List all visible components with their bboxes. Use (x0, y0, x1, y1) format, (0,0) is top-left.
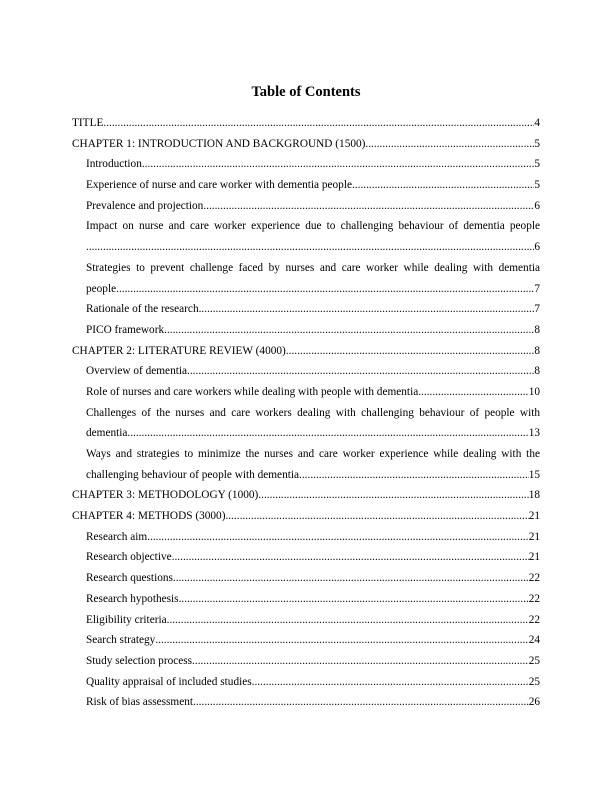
toc-page-number: 10 (528, 385, 540, 398)
toc-entry-label: TITLE (72, 117, 104, 129)
toc-leader-dots (199, 299, 535, 320)
toc-section-entry[interactable] (72, 154, 540, 175)
toc-leader-dots (86, 237, 534, 258)
toc-entry-label-line: Ways and strategies to minimize the nurses and care worker experience while dealing with the (86, 448, 540, 460)
toc-page-number: 22 (528, 592, 540, 605)
toc-leader-dots (252, 672, 529, 693)
toc-section-entry[interactable] (72, 299, 540, 320)
toc-section-entry[interactable] (72, 527, 540, 548)
toc-leader-dots (147, 527, 529, 548)
toc-entry-label: Rationale of the research (86, 303, 199, 316)
toc-list (72, 113, 540, 713)
toc-section-entry[interactable] (72, 216, 540, 257)
toc-page-number: 6 (534, 241, 540, 254)
toc-page-number: 25 (528, 675, 540, 688)
toc-section-entry[interactable] (72, 258, 540, 299)
toc-entry-label: CHAPTER 4: METHODS (3000) (72, 510, 226, 523)
toc-entry-label: Research aim (86, 530, 148, 543)
toc-entry-label: Prevalence and projection (86, 199, 204, 212)
toc-page-number: 13 (528, 427, 540, 440)
toc-section-entry[interactable] (72, 568, 540, 589)
toc-entry-label: Eligibility criteria (86, 613, 167, 626)
toc-entry-label: Search strategy (86, 634, 156, 647)
toc-page-number: 21 (528, 551, 540, 564)
toc-entry-label-line: Impact on nurse and care worker experience due to challenging behaviour of dementia people (86, 220, 540, 233)
toc-page-number: 6 (534, 199, 540, 212)
toc-leader-dots (155, 630, 528, 651)
toc-entry-label: challenging behaviour of people with dementia (86, 468, 300, 481)
toc-leader-dots (286, 341, 535, 362)
toc-leader-dots (172, 547, 529, 568)
toc-entry-label: Research hypothesis (86, 592, 179, 605)
toc-page-number: 15 (528, 468, 540, 481)
toc-page-number: 8 (534, 365, 540, 378)
toc-leader-dots (103, 113, 534, 134)
toc-section-entry[interactable] (72, 444, 540, 485)
toc-chapter-entry[interactable] (72, 341, 540, 362)
toc-entry-label: Experience of nurse and care worker with dementia people (86, 179, 352, 192)
toc-entry-label-line: Challenges of the nurses and care workers dealing with challenging behaviour of people with (86, 406, 540, 419)
toc-page-number: 26 (528, 696, 540, 709)
toc-page-number: 8 (534, 344, 540, 357)
toc-entry-label: Risk of bias assessment (86, 696, 194, 709)
toc-chapter-entry[interactable] (72, 506, 540, 527)
toc-page-number: 24 (528, 634, 540, 647)
toc-entry-label: people (86, 282, 117, 295)
toc-leader-dots (299, 465, 529, 486)
toc-section-entry[interactable] (72, 672, 540, 693)
toc-leader-dots (173, 568, 529, 589)
toc-leader-dots (418, 382, 528, 403)
toc-entry-label: Study selection process (86, 654, 193, 667)
toc-leader-dots (352, 175, 534, 196)
toc-page-number: 7 (534, 303, 540, 316)
toc-page-number: 22 (528, 613, 540, 626)
toc-chapter-entry[interactable] (72, 134, 540, 155)
toc-page-number: 22 (528, 572, 540, 585)
toc-section-entry[interactable] (72, 589, 540, 610)
toc-section-entry[interactable] (72, 175, 540, 196)
toc-section-entry[interactable] (72, 320, 540, 341)
toc-leader-dots (225, 506, 528, 527)
toc-entry-label: CHAPTER 1: INTRODUCTION AND BACKGROUND (1500) (72, 137, 366, 150)
toc-leader-dots (193, 692, 529, 713)
toc-leader-dots (164, 320, 534, 341)
toc-entry-label: Introduction (86, 158, 142, 171)
toc-leader-dots (365, 134, 534, 155)
toc-entry-label: PICO framework (86, 323, 165, 336)
toc-section-entry[interactable] (72, 403, 540, 444)
toc-section-entry[interactable] (72, 547, 540, 568)
toc-page-number: 4 (534, 117, 540, 129)
toc-section-entry[interactable] (72, 361, 540, 382)
toc-section-entry[interactable] (72, 692, 540, 713)
toc-section-entry[interactable] (72, 651, 540, 672)
toc-chapter-entry[interactable] (72, 113, 540, 134)
toc-leader-dots (203, 196, 534, 217)
toc-leader-dots (142, 154, 534, 175)
toc-leader-dots (167, 610, 529, 631)
toc-page-number: 18 (528, 489, 540, 502)
toc-entry-label: Research questions (86, 572, 173, 585)
toc-leader-dots (179, 589, 529, 610)
toc-page-number: 5 (534, 179, 540, 192)
toc-page-number: 21 (528, 510, 540, 523)
toc-page-number: 5 (534, 158, 540, 171)
toc-entry-label: Role of nurses and care workers while dealing with people with dementia (86, 385, 419, 398)
toc-section-entry[interactable] (72, 630, 540, 651)
toc-leader-dots (116, 279, 534, 300)
toc-leader-dots (258, 485, 528, 506)
toc-page-number: 5 (534, 137, 540, 150)
toc-leader-dots (192, 651, 529, 672)
toc-section-entry[interactable] (72, 196, 540, 217)
toc-chapter-entry[interactable] (72, 485, 540, 506)
toc-entry-label: dementia (86, 427, 128, 440)
toc-page-number: 21 (528, 530, 540, 543)
toc-entry-label: Quality appraisal of included studies (86, 675, 252, 688)
toc-page-number: 7 (534, 282, 540, 295)
toc-section-entry[interactable] (72, 382, 540, 403)
toc-entry-label: Research objective (86, 551, 172, 564)
toc-page-number: 25 (528, 654, 540, 667)
toc-entry-label: CHAPTER 3: METHODOLOGY (1000) (72, 489, 259, 502)
toc-section-entry[interactable] (72, 610, 540, 631)
toc-entry-label: Overview of dementia (86, 365, 188, 378)
toc-page-number: 8 (534, 323, 540, 336)
toc-leader-dots (127, 423, 528, 444)
toc-heading: Table of Contents (251, 84, 361, 100)
toc-entry-label-line: Strategies to prevent challenge faced by nurses and care worker while dealing with dementia (86, 261, 540, 274)
toc-entry-label: CHAPTER 2: LITERATURE REVIEW (4000) (72, 344, 286, 357)
toc-leader-dots (187, 361, 534, 382)
